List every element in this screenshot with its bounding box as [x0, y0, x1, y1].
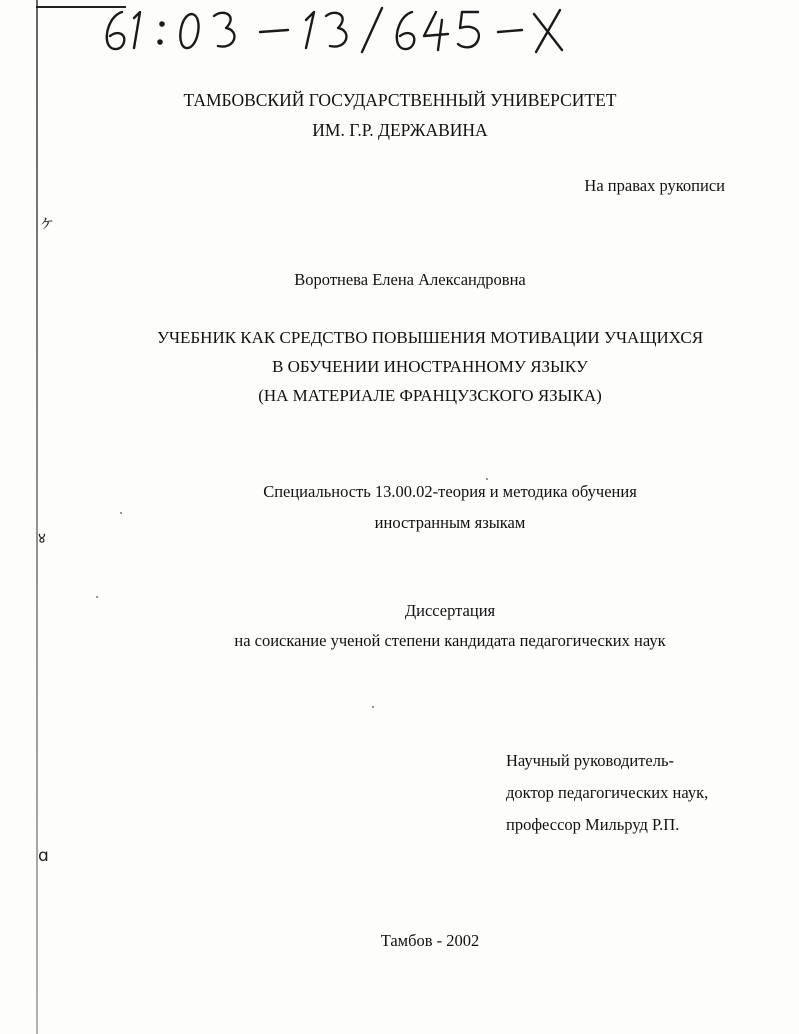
supervisor-block — [506, 745, 708, 841]
dissertation-title — [30, 323, 799, 410]
scan-mark: ヶ — [38, 212, 56, 233]
university-name: ТАМБОВСКИЙ ГОСУДАРСТВЕННЫЙ УНИВЕРСИТЕТ — [183, 90, 617, 110]
specialty-line-1: Специальность 13.00.02-теория и методика обучения — [263, 482, 637, 501]
degree-statement: на соискание ученой степени кандидата педагогических наук — [234, 631, 666, 650]
supervisor-role: Научный руководитель- — [506, 751, 674, 770]
title-line-2: В ОБУЧЕНИИ ИНОСТРАННОМУ ЯЗЫКУ — [272, 357, 588, 376]
dissertation-label: Диссертация — [404, 601, 496, 620]
university-named-after: ИМ. Г.Р. ДЕРЖАВИНА — [312, 120, 488, 140]
supervisor-degree: доктор педагогических наук, — [506, 783, 709, 802]
scan-mark: ४ — [38, 529, 46, 547]
supervisor-name: профессор Мильруд Р.П. — [506, 815, 680, 834]
dissertation-type — [40, 596, 799, 656]
specialty-line-2: иностранным языкам — [374, 513, 526, 532]
university-heading — [30, 85, 770, 145]
scan-mark: ɑ — [38, 846, 49, 866]
rights-notice: На правах рукописи — [584, 176, 725, 195]
title-line-1: УЧЕБНИК КАК СРЕДСТВО ПОВЫШЕНИЯ МОТИВАЦИИ УЧАЩИХСЯ — [156, 328, 704, 347]
city-year: Тамбов - 2002 — [380, 931, 480, 950]
specialty — [40, 476, 799, 538]
title-line-3: (НА МАТЕРИАЛЕ ФРАНЦУЗСКОГО ЯЗЫКА) — [258, 386, 602, 405]
archive-code-handwritten — [100, 0, 570, 60]
scan-speck — [372, 706, 374, 708]
binding-edge — [36, 0, 38, 1034]
author-name: Воротнева Елена Александровна — [294, 270, 526, 289]
